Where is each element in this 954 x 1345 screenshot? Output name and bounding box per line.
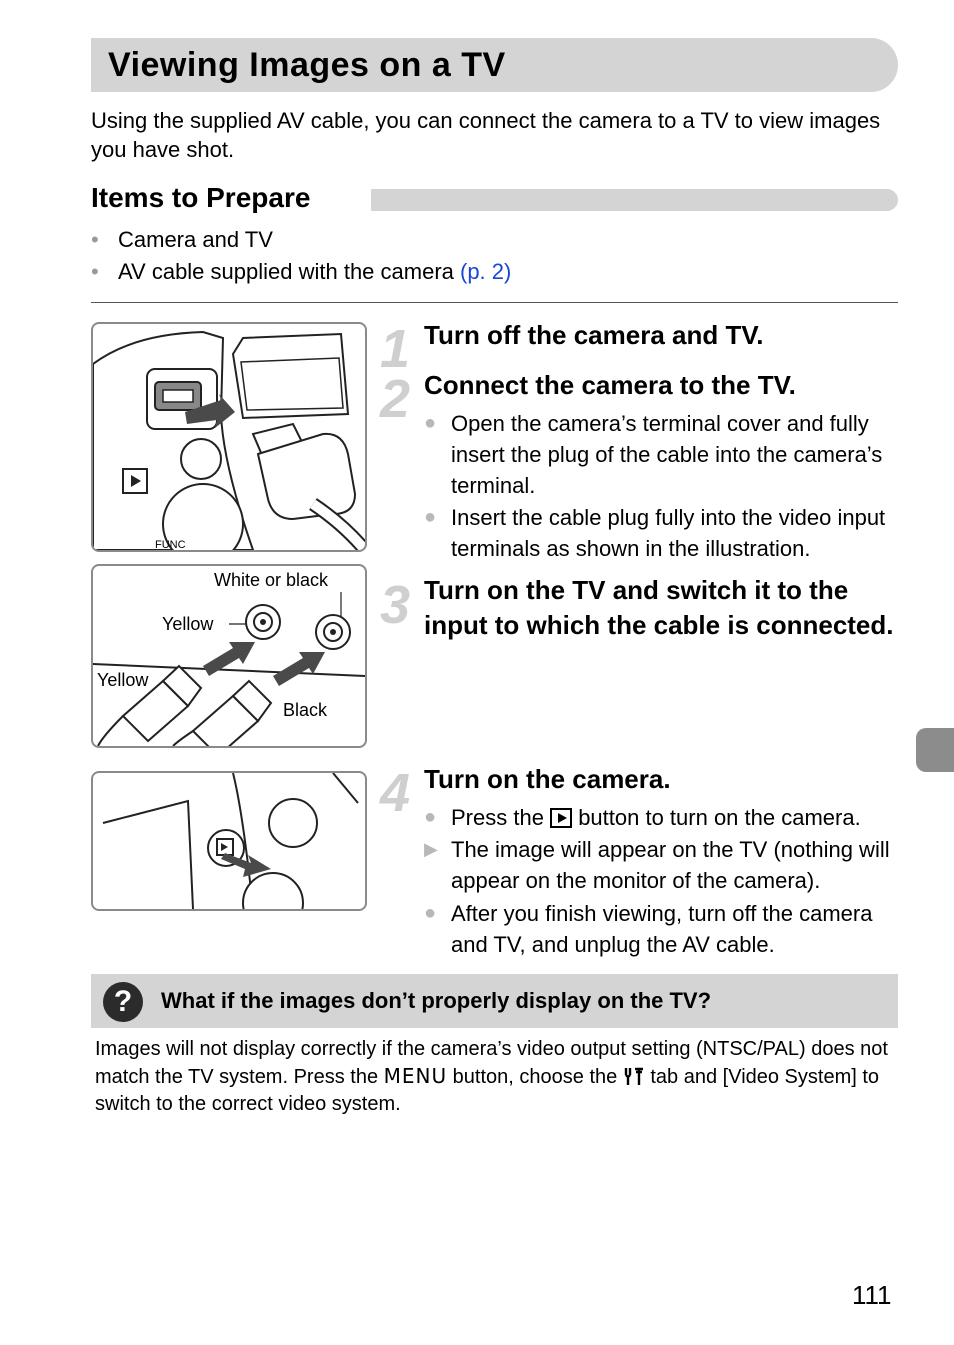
camera-terminal-illustration	[91, 322, 367, 552]
label-yellow-plug: Yellow	[97, 670, 149, 690]
list-item-text: Camera and TV	[118, 227, 273, 252]
list-item: ● Open the camera’s terminal cover and fully insert the plug of the cable into the camera’s terminal.	[424, 408, 904, 501]
step-1-heading: Turn off the camera and TV.	[424, 320, 764, 350]
setup-tab-icon	[623, 1066, 645, 1086]
question-icon: ?	[103, 982, 143, 1022]
list-item-text: button to turn on the camera.	[578, 805, 861, 830]
step-1-number: 1	[380, 319, 411, 379]
list-item	[91, 256, 511, 288]
step-4-details	[424, 802, 904, 960]
list-item-text: AV cable supplied with the camera	[118, 259, 460, 284]
tip-text-part: tab and [Video System] to switch to the correct video system.	[95, 1066, 880, 1115]
prepare-list	[91, 224, 511, 288]
step-4-heading: Turn on the camera.	[424, 764, 671, 794]
step-2-number: 2	[380, 369, 411, 429]
tip-text-part: Images will not display correctly if the camera’s video output setting (NTSC/PAL) does not match the TV system. Press the	[95, 1038, 888, 1088]
svg-text:FUNC: FUNC	[155, 539, 186, 550]
tip-text	[95, 1036, 905, 1118]
label-white-or-black: White or black	[214, 570, 329, 590]
step-4-number: 4	[380, 763, 411, 823]
av-connection-illustration	[91, 564, 367, 748]
step-3-number: 3	[380, 575, 411, 635]
list-item: ● After you finish viewing, turn off the camera and TV, and unplug the AV cable.	[424, 898, 904, 960]
label-yellow-terminal: Yellow	[162, 614, 214, 634]
divider	[91, 302, 898, 303]
chapter-tab	[916, 728, 954, 772]
list-item	[91, 224, 511, 256]
menu-button-glyph: MENU	[383, 1064, 448, 1088]
page-title: Viewing Images on a TV	[108, 46, 506, 84]
list-item	[424, 802, 904, 833]
intro-text: Using the supplied AV cable, you can connect the camera to a TV to view images you have shot.	[91, 108, 881, 162]
playback-button-icon	[550, 808, 572, 828]
prepare-heading: Items to Prepare	[91, 182, 320, 214]
tip-question: What if the images don’t properly display on the TV?	[161, 988, 712, 1013]
step-3-heading: Turn on the TV and switch it to the input to which the cable is connected.	[424, 575, 894, 640]
tip-header	[91, 974, 898, 1028]
page-number: 111	[852, 1280, 892, 1310]
step-2-details	[424, 408, 904, 564]
tip-text-part: button, choose the	[447, 1066, 623, 1088]
list-item-text: Press the	[451, 805, 544, 830]
label-black-plug: Black	[283, 700, 328, 720]
section-bar	[371, 189, 898, 211]
list-item: ● Insert the cable plug fully into the video input terminals as shown in the illustration.	[424, 502, 904, 564]
prepare-section-header	[91, 182, 898, 216]
step-2-heading: Connect the camera to the TV.	[424, 370, 796, 400]
list-item: ▶ The image will appear on the TV (nothing will appear on the monitor of the camera).	[424, 834, 904, 896]
playback-button-illustration	[91, 771, 367, 911]
title-bar	[91, 38, 898, 92]
page-reference-link[interactable]: (p. 2)	[460, 259, 512, 284]
